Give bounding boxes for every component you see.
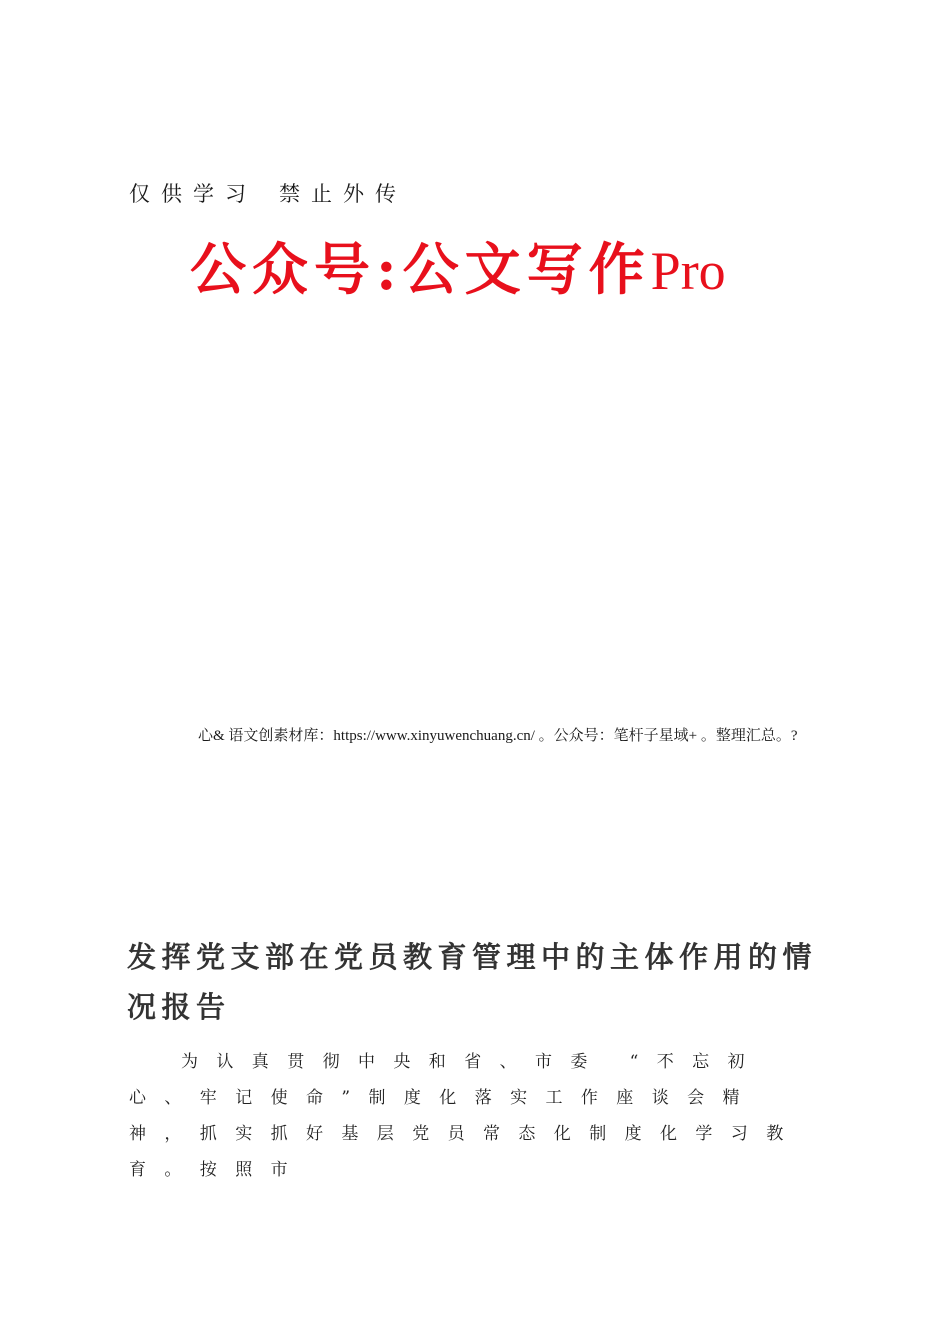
brand-prefix: 公众号:公文写作 [190, 237, 651, 303]
document-title: 发挥党支部在党员教育管理中的主体作用的情况报告 [127, 940, 818, 1024]
usage-notice [129, 178, 407, 208]
brand-watermark [190, 226, 726, 306]
document-paragraph: 为认真贯彻中央和省、市委 “不忘初心、牢记使命”制度化落实工作座谈会精神，抓实抓好基层党员常态化制度化学习教育。按照市 [129, 1052, 802, 1180]
brand-suffix: Pro [650, 241, 726, 301]
source-note: 心& 语文创素材库：https://www.xinyuwenchuang.cn/ 。公众号：笔杆子星域+ 。整理汇总。? [198, 728, 798, 744]
notice-no-distribution: 禁止外传 [279, 182, 407, 206]
notice-study-only: 仅供学习 [129, 182, 257, 206]
